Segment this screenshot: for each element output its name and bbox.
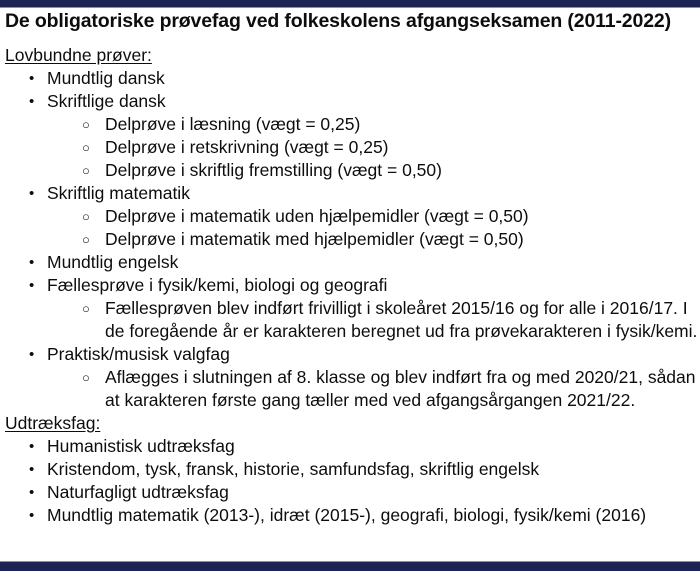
sub-list-item-label: Aflægges i slutningen af 8. klasse og blev indført fra og med 2020/21, sådan at karakteren første gang tæller med ved afgangsårgangen 2021/22.: [105, 367, 696, 410]
circle-bullet-icon: ○: [82, 232, 90, 247]
section-heading-text: Udtræksfag:: [5, 413, 101, 433]
list-item: [0, 274, 700, 343]
list-item-label: Humanistisk udtræksfag: [47, 436, 235, 456]
circle-bullet-icon: ○: [82, 301, 90, 316]
circle-bullet-icon: ○: [82, 370, 90, 385]
section-heading: [0, 44, 700, 67]
bullet-icon: •: [29, 185, 35, 202]
section-heading: [0, 412, 700, 435]
sub-list: [47, 297, 700, 343]
bullet-icon: •: [29, 438, 35, 455]
list-item: [0, 67, 700, 90]
circle-bullet-icon: ○: [82, 117, 90, 132]
top-accent-bar: [0, 0, 700, 8]
list-udtraeksfag: [0, 435, 700, 527]
sub-list: [47, 113, 700, 182]
sub-list-item-label: Fællesprøven blev indført frivilligt i skoleåret 2015/16 og for alle i 2016/17. I de foregående år er karakteren beregnet ud fra prøvekarakteren i fysik/kemi.: [105, 298, 698, 341]
sub-list-item: [0, 159, 700, 182]
list-item-label: Fællesprøve i fysik/kemi, biologi og geografi: [47, 275, 388, 295]
list-item: [0, 343, 700, 412]
bullet-icon: •: [29, 254, 35, 271]
bullet-icon: •: [29, 461, 35, 478]
section-heading-text: Lovbundne prøver:: [5, 45, 152, 65]
list-item-label: Skriftlig matematik: [47, 183, 190, 203]
list-item-label: Kristendom, tysk, fransk, historie, samfundsfag, skriftlig engelsk: [47, 459, 540, 479]
list-item: [0, 481, 700, 504]
bullet-icon: •: [29, 346, 35, 363]
list-item: [0, 435, 700, 458]
bottom-accent-bar: [0, 561, 700, 571]
circle-bullet-icon: ○: [82, 209, 90, 224]
list-item-label: Mundtlig dansk: [47, 68, 165, 88]
sub-list-item-label: Delprøve i læsning (vægt = 0,25): [105, 114, 361, 134]
list-item: [0, 90, 700, 182]
circle-bullet-icon: ○: [82, 140, 90, 155]
list-item: [0, 458, 700, 481]
sub-list-item-label: Delprøve i matematik med hjælpemidler (vægt = 0,50): [105, 229, 524, 249]
list-lovbundne-prover: [0, 67, 700, 412]
list-item-label: Naturfagligt udtræksfag: [47, 482, 229, 502]
bullet-icon: •: [29, 484, 35, 501]
sub-list-item: [0, 297, 700, 343]
sub-list: [47, 366, 700, 412]
bullet-icon: •: [29, 93, 35, 110]
bullet-icon: •: [29, 70, 35, 87]
sub-list-item: [0, 113, 700, 136]
circle-bullet-icon: ○: [82, 163, 90, 178]
sub-list-item-label: Delprøve i skriftlig fremstilling (vægt = 0,50): [105, 160, 442, 180]
page-title: De obligatoriske prøvefag ved folkeskolens afgangseksamen (2011-2022): [5, 10, 671, 32]
content-body: [0, 44, 700, 527]
sub-list: [47, 205, 700, 251]
list-item: [0, 251, 700, 274]
sub-list-item: [0, 228, 700, 251]
list-item-label: Mundtlig matematik (2013-), idræt (2015-), geografi, biologi, fysik/kemi (2016): [47, 505, 647, 525]
list-item-label: Skriftlige dansk: [47, 91, 166, 111]
sub-list-item: [0, 205, 700, 228]
list-item-label: Praktisk/musisk valgfag: [47, 344, 230, 364]
sub-list-item-label: Delprøve i retskrivning (vægt = 0,25): [105, 137, 389, 157]
list-item: [0, 182, 700, 251]
sub-list-item: [0, 366, 700, 412]
bullet-icon: •: [29, 507, 35, 524]
list-item: [0, 504, 700, 527]
list-item-label: Mundtlig engelsk: [47, 252, 179, 272]
bullet-icon: •: [29, 277, 35, 294]
sub-list-item-label: Delprøve i matematik uden hjælpemidler (vægt = 0,50): [105, 206, 529, 226]
section-lovbundne-prover: [0, 44, 700, 412]
section-udtraeksfag: [0, 412, 700, 527]
sub-list-item: [0, 136, 700, 159]
